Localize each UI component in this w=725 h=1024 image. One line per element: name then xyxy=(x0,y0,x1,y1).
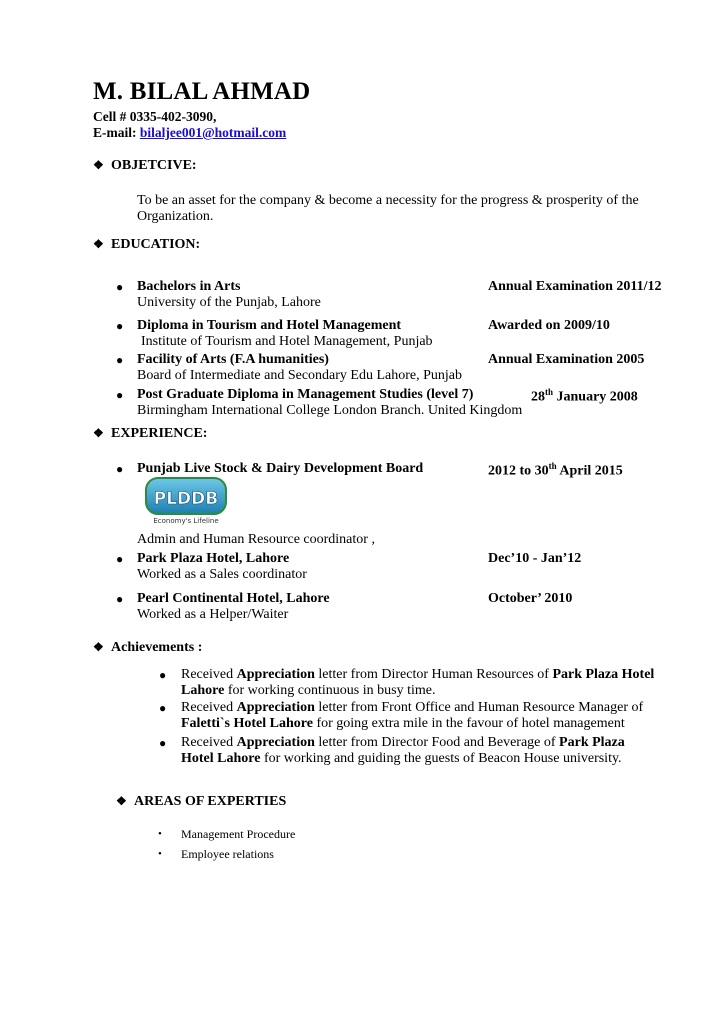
text-run: letter from Director Human Resources of xyxy=(314,667,553,682)
experience-title: Punjab Live Stock & Dairy Development Board xyxy=(137,461,424,476)
text-run-bold: Park Plaza Hotel xyxy=(552,667,655,682)
date-part: 28 xyxy=(531,389,545,405)
objective-line-2: Organization. xyxy=(137,209,214,224)
experience-role: Admin and Human Resource coordinator , xyxy=(137,532,375,547)
expertise-heading-text: AREAS OF EXPERTIES xyxy=(134,794,287,809)
date-part: April 2015 xyxy=(556,463,623,479)
education-date: Annual Examination 2005 xyxy=(488,352,645,367)
experience-date: October’ 2010 xyxy=(488,591,573,606)
diamond-icon: ❖ xyxy=(116,794,127,808)
bullet-icon: ● xyxy=(116,319,124,333)
text-run: for working and guiding the guests of Beacon House university. xyxy=(260,751,622,766)
email-link[interactable]: bilaljee001@hotmail.com xyxy=(139,125,287,140)
objective-line-1: To be an asset for the company & become a necessity for the progress & prosperity of the xyxy=(137,193,639,208)
diamond-icon: ❖ xyxy=(93,158,104,172)
bullet-icon: ● xyxy=(116,388,124,402)
text-run: letter from Front Office and Human Resource Manager of xyxy=(314,700,644,715)
achievements-heading xyxy=(93,640,202,656)
bullet-icon: ● xyxy=(159,701,167,715)
expertise-heading xyxy=(116,794,286,810)
bullet-icon: ● xyxy=(116,353,124,367)
bullet-icon: ● xyxy=(159,736,167,750)
diamond-icon: ❖ xyxy=(93,640,104,654)
text-run: Received xyxy=(181,700,237,715)
diamond-icon: ❖ xyxy=(93,426,104,440)
bullet-icon: ● xyxy=(159,668,167,682)
bullet-icon: ● xyxy=(116,280,124,294)
svg-text:PLDDB: PLDDB xyxy=(153,489,219,509)
email-line xyxy=(93,125,286,141)
date-ordinal: th xyxy=(548,461,557,471)
svg-text:Economy's Lifeline: Economy's Lifeline xyxy=(153,517,219,525)
education-title: Facility of Arts (F.A humanities) xyxy=(137,352,329,367)
date-part: January 2008 xyxy=(553,389,638,405)
education-title: Post Graduate Diploma in Management Studies (level 7) xyxy=(137,387,474,402)
experience-role: Worked as a Sales coordinator xyxy=(137,567,307,582)
text-run-bold: Appreciation xyxy=(236,700,315,715)
experience-heading-text: EXPERIENCE: xyxy=(111,426,208,441)
text-run: Received xyxy=(181,735,237,750)
candidate-name: M. BILAL AHMAD xyxy=(93,78,311,105)
achievement-line xyxy=(181,751,622,767)
text-run-bold: Hotel Lahore xyxy=(181,751,261,766)
achievement-line xyxy=(181,716,625,732)
experience-heading xyxy=(93,426,207,442)
experience-title: Park Plaza Hotel, Lahore xyxy=(137,551,290,566)
experience-role: Worked as a Helper/Waiter xyxy=(137,607,289,622)
diamond-icon: ❖ xyxy=(93,237,104,251)
achievement-line xyxy=(181,735,625,751)
education-institution: Board of Intermediate and Secondary Edu Lahore, Punjab xyxy=(137,368,463,383)
expertise-item: Management Procedure xyxy=(181,827,296,841)
bullet-icon: ● xyxy=(116,552,124,566)
education-title: Diploma in Tourism and Hotel Management xyxy=(137,318,402,333)
text-run-bold: Faletti`s Hotel Lahore xyxy=(181,716,313,731)
experience-date xyxy=(488,461,623,480)
objective-heading-text: OBJETCIVE: xyxy=(111,158,197,173)
text-run-bold: Park Plaza xyxy=(559,735,625,750)
date-ordinal: th xyxy=(545,387,554,397)
achievement-line xyxy=(181,667,654,683)
achievements-heading-text: Achievements : xyxy=(111,640,203,655)
text-run: letter from Director Food and Beverage of xyxy=(314,735,560,750)
plddb-logo xyxy=(145,477,227,525)
bullet-icon: • xyxy=(158,848,162,860)
text-run-bold: Appreciation xyxy=(236,735,315,750)
achievement-line xyxy=(181,683,435,699)
education-date xyxy=(531,387,638,406)
text-run: Received xyxy=(181,667,237,682)
education-date: Annual Examination 2011/12 xyxy=(488,279,662,294)
expertise-item: Employee relations xyxy=(181,847,274,861)
objective-heading xyxy=(93,158,197,174)
education-heading xyxy=(93,237,200,253)
education-title: Bachelors in Arts xyxy=(137,279,241,294)
achievement-line xyxy=(181,700,643,716)
text-run-bold: Lahore xyxy=(181,683,225,698)
education-date: Awarded on 2009/10 xyxy=(488,318,610,333)
education-institution: University of the Punjab, Lahore xyxy=(137,295,321,310)
text-run-bold: Appreciation xyxy=(236,667,315,682)
text-run: for going extra mile in the favour of hotel management xyxy=(312,716,625,731)
education-heading-text: EDUCATION: xyxy=(111,237,201,252)
bullet-icon: ● xyxy=(116,592,124,606)
experience-date: Dec’10 - Jan’12 xyxy=(488,551,582,566)
text-run: for working continuous in busy time. xyxy=(224,683,436,698)
bullet-icon: ● xyxy=(116,462,124,476)
education-institution: Institute of Tourism and Hotel Management, Punjab xyxy=(141,334,433,349)
experience-title: Pearl Continental Hotel, Lahore xyxy=(137,591,330,606)
email-label: E-mail: xyxy=(93,125,140,140)
cell-number: Cell # 0335-402-3090, xyxy=(93,109,217,124)
date-part: 2012 to 30 xyxy=(488,463,549,479)
education-institution: Birmingham International College London Branch. United Kingdom xyxy=(137,403,523,418)
bullet-icon: • xyxy=(158,828,162,840)
